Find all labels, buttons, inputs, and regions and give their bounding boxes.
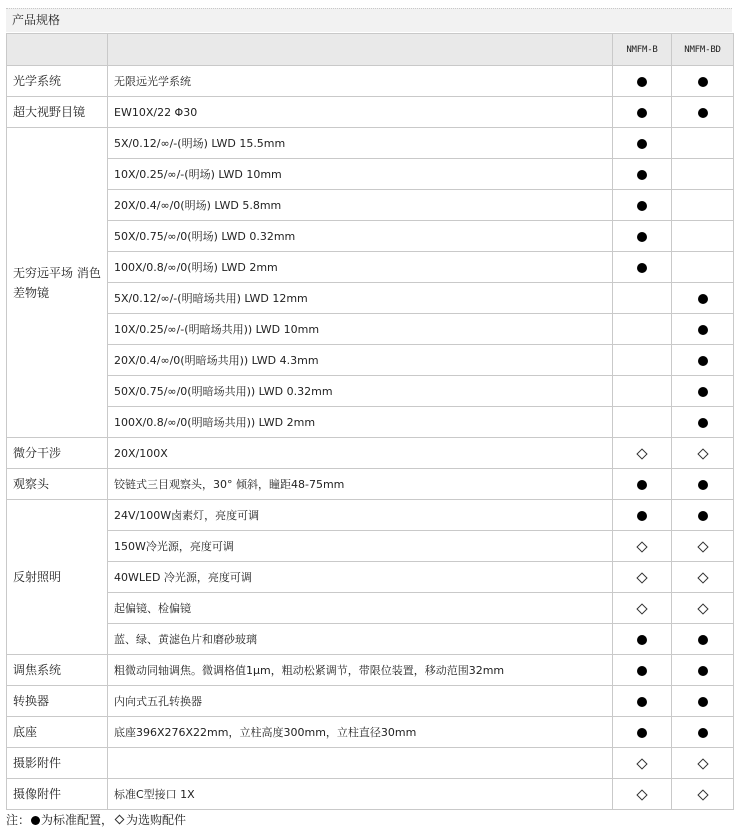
mark-cell-b [613,438,672,469]
row-spec: 40WLED 冷光源，亮度可调 [108,562,613,593]
row-spec: 24V/100W卤素灯，亮度可调 [108,500,613,531]
optional-diamond-icon [115,815,125,825]
table-row [7,438,734,469]
spec-table [6,33,734,810]
table-row [7,314,734,345]
optional-diamond-icon [636,758,647,769]
mark-cell-b [613,283,672,314]
row-spec: 10X/0.25/∞/-(明场) LWD 10mm [108,159,613,190]
mark-cell-b [613,748,672,779]
mark-cell-bd [672,190,734,221]
note-prefix: 注： [6,813,31,827]
row-category: 光学系统 [7,66,108,97]
note-standard: 为标准配置， [41,813,114,827]
row-category: 调焦系统 [7,655,108,686]
standard-dot-icon [637,108,647,118]
row-category: 摄像附件 [7,779,108,810]
mark-cell-bd [672,128,734,159]
optional-diamond-icon [697,758,708,769]
mark-cell-bd [672,562,734,593]
standard-dot-icon [637,77,647,87]
optional-diamond-icon [697,541,708,552]
standard-dot-icon [637,728,647,738]
mark-cell-bd [672,407,734,438]
mark-cell-bd [672,283,734,314]
mark-cell-bd [672,469,734,500]
standard-dot-icon [637,263,647,273]
row-spec: 蓝、绿、黄滤色片和磨砂玻璃 [108,624,613,655]
mark-cell-b [613,97,672,128]
mark-cell-bd [672,593,734,624]
optional-diamond-icon [636,603,647,614]
row-category: 反射照明 [7,500,108,655]
standard-dot-icon [698,325,708,335]
standard-dot-icon [698,728,708,738]
row-spec: 50X/0.75/∞/0(明场) LWD 0.32mm [108,221,613,252]
row-spec: 20X/0.4/∞/0(明暗场共用)) LWD 4.3mm [108,345,613,376]
row-spec: 10X/0.25/∞/-(明暗场共用)) LWD 10mm [108,314,613,345]
mark-cell-b [613,624,672,655]
optional-diamond-icon [636,541,647,552]
mark-cell-bd [672,314,734,345]
mark-cell-bd [672,717,734,748]
optional-diamond-icon [636,448,647,459]
table-row [7,407,734,438]
table-row [7,686,734,717]
mark-cell-b [613,128,672,159]
table-header-row [7,34,734,66]
table-row [7,655,734,686]
table-row [7,128,734,159]
mark-cell-bd [672,345,734,376]
row-category: 微分干涉 [7,438,108,469]
mark-cell-b [613,407,672,438]
table-row [7,66,734,97]
optional-diamond-icon [697,448,708,459]
mark-cell-bd [672,66,734,97]
row-category: 转换器 [7,686,108,717]
mark-cell-bd [672,221,734,252]
standard-dot-icon [31,816,40,825]
row-spec: 起偏镜、检偏镜 [108,593,613,624]
standard-dot-icon [637,139,647,149]
standard-dot-icon [637,170,647,180]
optional-diamond-icon [636,789,647,800]
optional-diamond-icon [697,789,708,800]
mark-cell-bd [672,748,734,779]
row-spec: 150W冷光源，亮度可调 [108,531,613,562]
table-row [7,97,734,128]
mark-cell-bd [672,531,734,562]
note-optional: 为选购配件 [126,813,187,827]
row-spec: 粗微动同轴调焦。微调格值1μm，粗动松紧调节，带限位装置，移动范围32mm [108,655,613,686]
row-spec: 100X/0.8/∞/0(明暗场共用)) LWD 2mm [108,407,613,438]
header-category [7,34,108,66]
optional-diamond-icon [697,603,708,614]
mark-cell-b [613,531,672,562]
row-spec [108,748,613,779]
standard-dot-icon [698,387,708,397]
mark-cell-b [613,686,672,717]
row-spec: EW10X/22 Φ30 [108,97,613,128]
mark-cell-bd [672,686,734,717]
legend-note [6,811,186,829]
standard-dot-icon [637,201,647,211]
row-spec: 铰链式三目观察头，30° 倾斜，瞳距48-75mm [108,469,613,500]
table-row [7,190,734,221]
mark-cell-bd [672,500,734,531]
standard-dot-icon [698,77,708,87]
table-row [7,593,734,624]
row-spec: 内向式五孔转换器 [108,686,613,717]
row-spec: 5X/0.12/∞/-(明暗场共用) LWD 12mm [108,283,613,314]
mark-cell-b [613,562,672,593]
optional-diamond-icon [636,572,647,583]
standard-dot-icon [637,666,647,676]
row-category: 摄影附件 [7,748,108,779]
row-category: 无穷远平场 消色差物镜 [7,128,108,438]
standard-dot-icon [698,418,708,428]
row-category: 底座 [7,717,108,748]
mark-cell-bd [672,252,734,283]
row-spec: 50X/0.75/∞/0(明暗场共用)) LWD 0.32mm [108,376,613,407]
table-row [7,531,734,562]
mark-cell-b [613,655,672,686]
mark-cell-bd [672,159,734,190]
table-row [7,283,734,314]
table-row [7,717,734,748]
mark-cell-b [613,469,672,500]
table-row [7,376,734,407]
mark-cell-b [613,252,672,283]
mark-cell-b [613,314,672,345]
mark-cell-b [613,376,672,407]
row-category: 观察头 [7,469,108,500]
standard-dot-icon [698,511,708,521]
standard-dot-icon [698,666,708,676]
standard-dot-icon [698,697,708,707]
mark-cell-bd [672,624,734,655]
header-model-b: NMFM-B [613,34,672,66]
table-row [7,221,734,252]
table-row [7,748,734,779]
mark-cell-b [613,159,672,190]
mark-cell-b [613,345,672,376]
mark-cell-b [613,221,672,252]
standard-dot-icon [637,635,647,645]
standard-dot-icon [637,697,647,707]
mark-cell-b [613,66,672,97]
standard-dot-icon [698,480,708,490]
table-row [7,624,734,655]
table-row [7,252,734,283]
table-row [7,345,734,376]
standard-dot-icon [698,635,708,645]
mark-cell-bd [672,97,734,128]
standard-dot-icon [698,108,708,118]
table-row [7,469,734,500]
row-spec: 100X/0.8/∞/0(明场) LWD 2mm [108,252,613,283]
mark-cell-bd [672,376,734,407]
mark-cell-bd [672,655,734,686]
mark-cell-b [613,779,672,810]
row-spec: 5X/0.12/∞/-(明场) LWD 15.5mm [108,128,613,159]
standard-dot-icon [637,511,647,521]
table-row [7,779,734,810]
row-spec: 20X/100X [108,438,613,469]
standard-dot-icon [698,294,708,304]
table-row [7,159,734,190]
table-body [7,66,734,810]
section-title: 产品规格 [6,8,732,32]
standard-dot-icon [637,232,647,242]
table-row [7,500,734,531]
optional-diamond-icon [697,572,708,583]
standard-dot-icon [637,480,647,490]
header-model-bd: NMFM-BD [672,34,734,66]
mark-cell-bd [672,438,734,469]
row-category: 超大视野目镜 [7,97,108,128]
row-spec: 20X/0.4/∞/0(明场) LWD 5.8mm [108,190,613,221]
mark-cell-b [613,593,672,624]
row-spec: 无限远光学系统 [108,66,613,97]
mark-cell-b [613,717,672,748]
row-spec: 标准C型接口 1X [108,779,613,810]
mark-cell-b [613,500,672,531]
mark-cell-b [613,190,672,221]
row-spec: 底座396X276X22mm，立柱高度300mm，立柱直径30mm [108,717,613,748]
table-row [7,562,734,593]
header-spec [108,34,613,66]
standard-dot-icon [698,356,708,366]
mark-cell-bd [672,779,734,810]
